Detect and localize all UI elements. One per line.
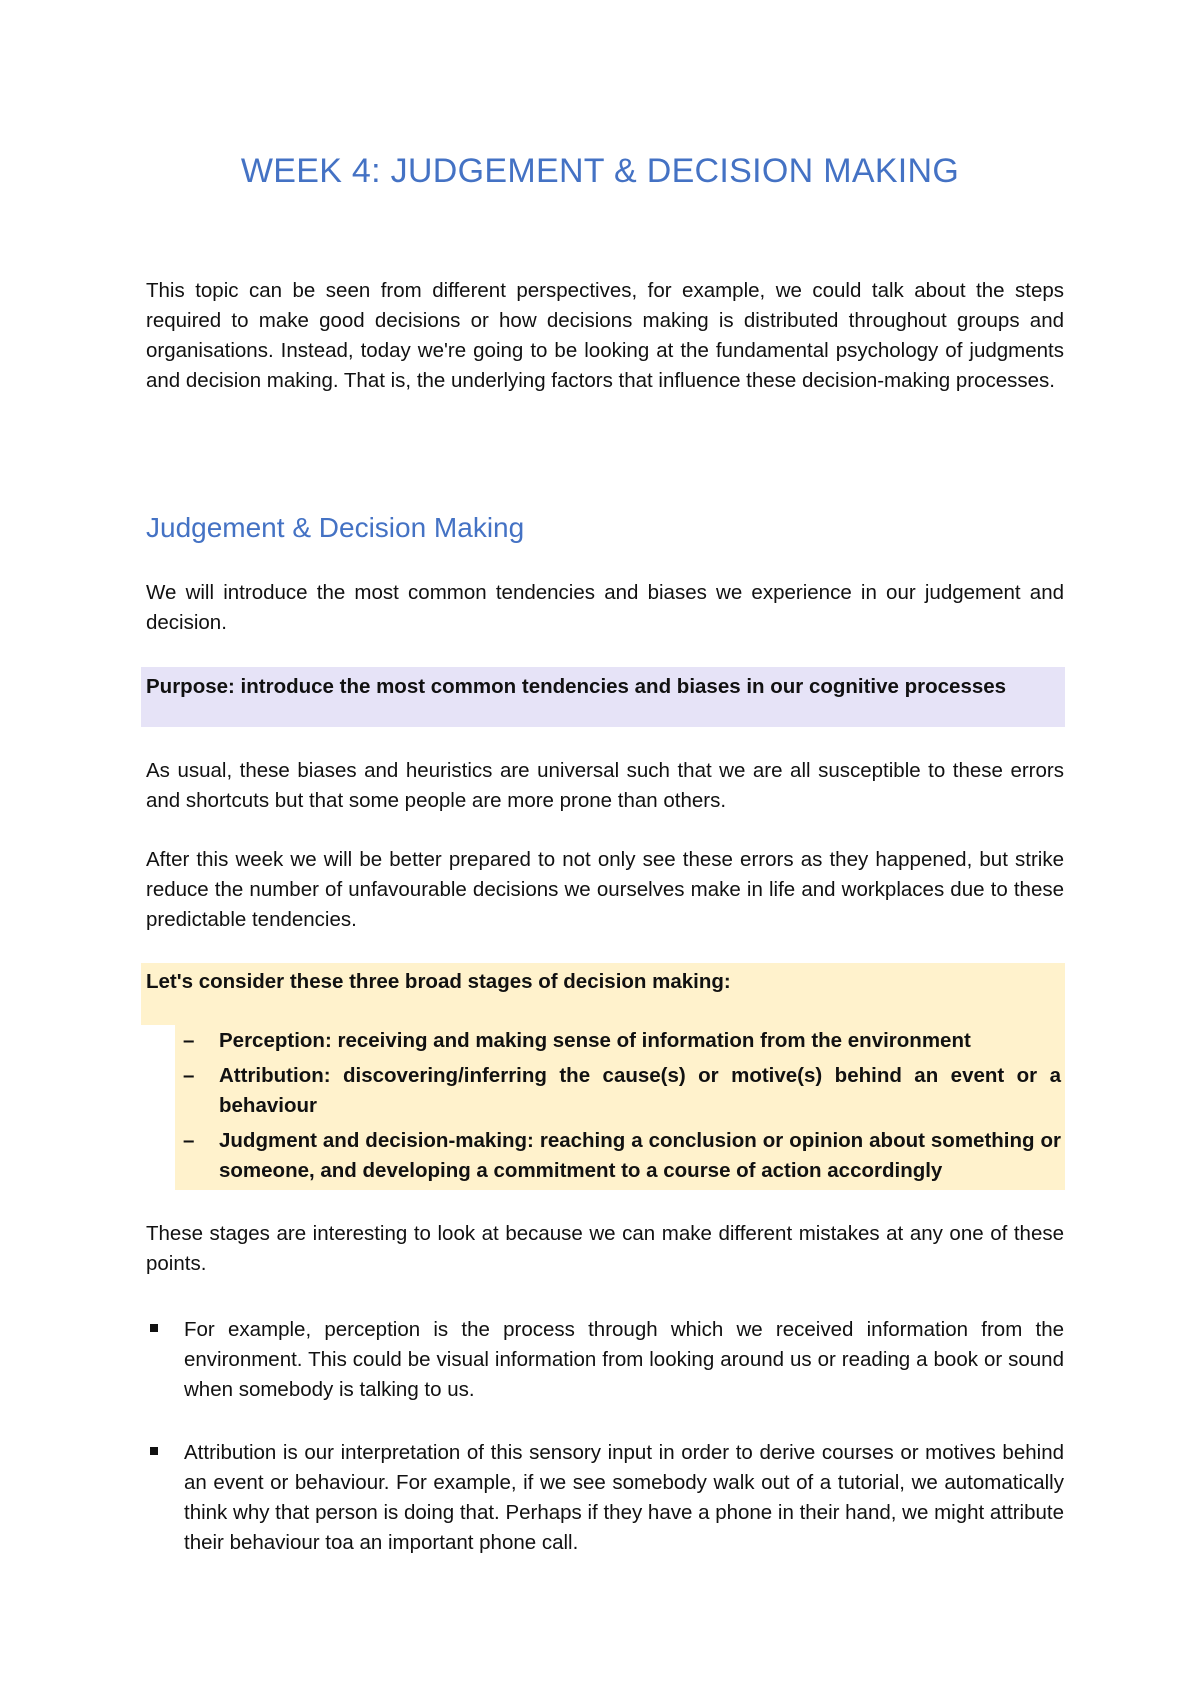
section-heading: Judgement & Decision Making — [146, 512, 525, 543]
stage-text: Perception: receiving and making sense of information from the environment — [219, 1029, 971, 1052]
purpose-text: Purpose: introduce the most common tendencies and biases in our cognitive processes — [146, 675, 1007, 698]
stage-text: Attribution: discovering/inferring the cause(s) or motive(s) behind an event or a behaviour — [219, 1064, 1061, 1117]
page-title: WEEK 4: JUDGEMENT & DECISION MAKING — [240, 152, 960, 190]
usual-paragraph: As usual, these biases and heuristics are universal such that we are all susceptible to these errors and shortcuts but that some people are more prone than others. — [146, 759, 1064, 812]
square-bullet-icon — [150, 1447, 158, 1455]
purpose-callout — [141, 667, 1065, 727]
stages-list — [175, 1025, 1065, 1190]
bullet-text: For example, perception is the process through which we received information from the environment. This could be visual information from looking around us or reading a book or sound when somebody is talking to us. — [184, 1318, 1064, 1401]
bullet-text: Attribution is our interpretation of this sensory input in order to derive courses or motives behind an event or behaviour. For example, if we see somebody walk out of a tutorial, we automatically think why that person is doing that. Perhaps if they have a phone in their hand, we might attribute their behaviour toa an important phone call. — [184, 1441, 1064, 1554]
intro-paragraph: This topic can be seen from different perspectives, for example, we could talk about the steps required to make good decisions or how decisions making is distributed throughout groups and organisations. Instead, today we're going to be looking at the fundamental psychology of judgments and decision making. That is, the underlying factors that influence these decision-making processes. — [146, 279, 1064, 392]
square-bullet-icon — [150, 1324, 158, 1332]
dash-bullet-icon: – — [183, 1129, 195, 1152]
dash-bullet-icon: – — [183, 1029, 195, 1052]
dash-bullet-icon: – — [183, 1064, 195, 1087]
stages-heading: Let's consider these three broad stages of decision making: — [146, 970, 731, 993]
stages-paragraph: These stages are interesting to look at because we can make different mistakes at any one of these points. — [146, 1222, 1064, 1275]
after-week-paragraph: After this week we will be better prepared to not only see these errors as they happened, but strike reduce the number of unfavourable decisions we ourselves make in life and workplaces due to these predictable tendencies. — [146, 848, 1064, 931]
stages-callout — [141, 963, 1065, 1025]
stage-text: Judgment and decision-making: reaching a conclusion or opinion about something or someone, and developing a commitment to a course of action accordingly — [219, 1129, 1061, 1182]
section-intro-paragraph: We will introduce the most common tendencies and biases we experience in our judgement and decision. — [146, 581, 1064, 634]
